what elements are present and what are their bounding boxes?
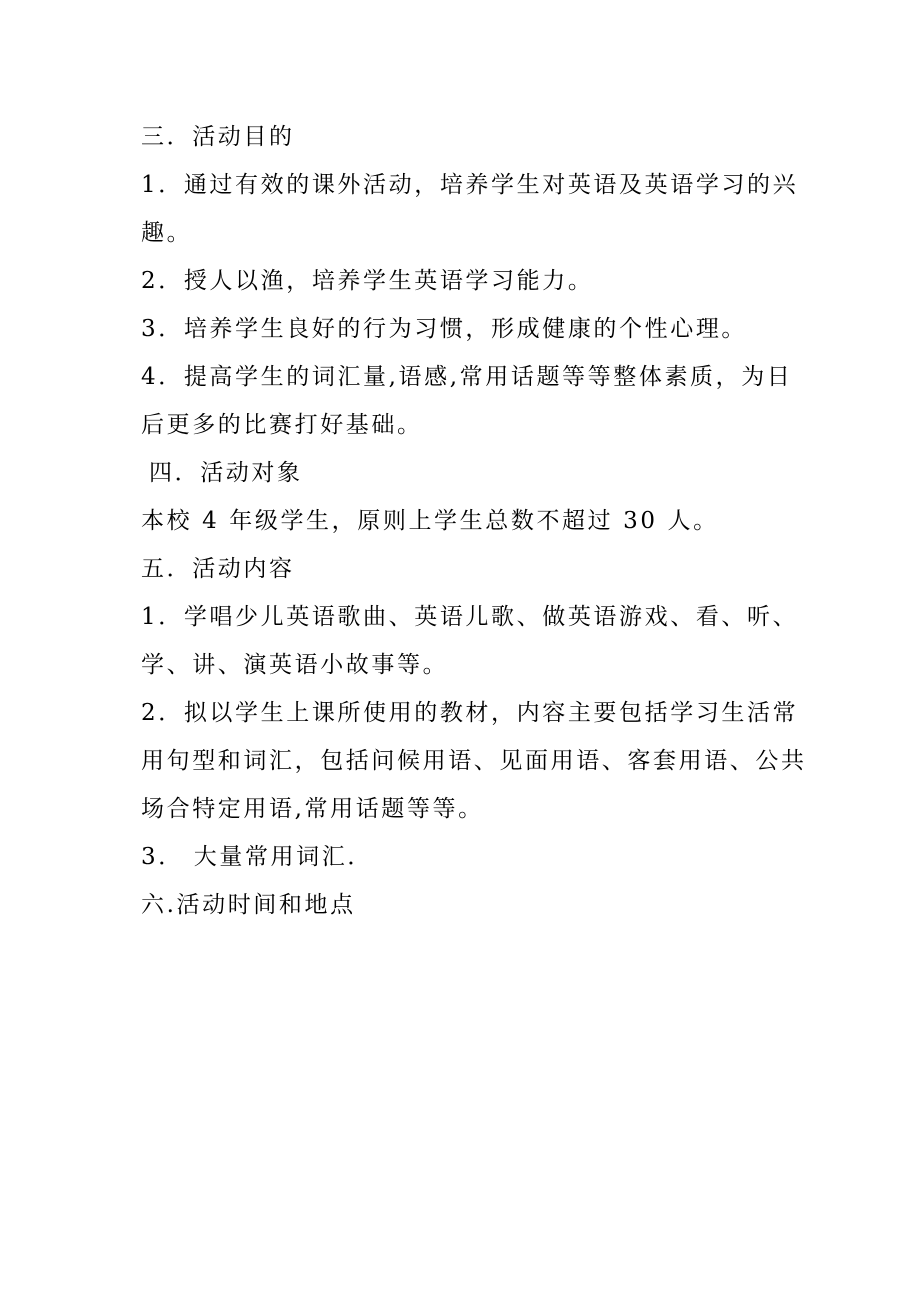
section-heading-6: 六.活动时间和地点 (141, 892, 356, 918)
goal-item-1-line-1: 1．通过有效的课外活动，培养学生对英语及英语学习的兴 (141, 172, 799, 198)
section-heading-3: 三．活动目的 (141, 124, 295, 150)
content-item-2-line-3: 场合特定用语,常用话题等等。 (141, 796, 484, 822)
content-item-1-line-1: 1．学唱少儿英语歌曲、英语儿歌、做英语游戏、看、听、 (141, 604, 799, 630)
goal-item-1-line-2: 趣。 (141, 220, 193, 246)
section-heading-4: 四．活动对象 (149, 460, 303, 486)
content-item-3: 3． 大量常用词汇． (141, 844, 373, 870)
goal-item-4-line-2: 后更多的比赛打好基础。 (141, 412, 423, 438)
content-item-2-line-2: 用句型和词汇，包括问候用语、见面用语、客套用语、公共 (141, 748, 807, 774)
content-item-2-line-1: 2．拟以学生上课所使用的教材，内容主要包括学习生活常 (141, 700, 799, 726)
section-heading-5: 五．活动内容 (141, 556, 295, 582)
goal-item-3: 3．培养学生良好的行为习惯，形成健康的个性心理。 (141, 316, 748, 342)
target-participants: 本校 4 年级学生，原则上学生总数不超过 30 人。 (141, 508, 719, 534)
document-body (141, 113, 807, 929)
content-item-1-line-2: 学、讲、演英语小故事等。 (141, 652, 449, 678)
goal-item-2: 2．授人以渔，培养学生英语学习能力。 (141, 268, 594, 294)
goal-item-4-line-1: 4．提高学生的词汇量,语感,常用话题等等整体素质，为日 (141, 364, 793, 390)
